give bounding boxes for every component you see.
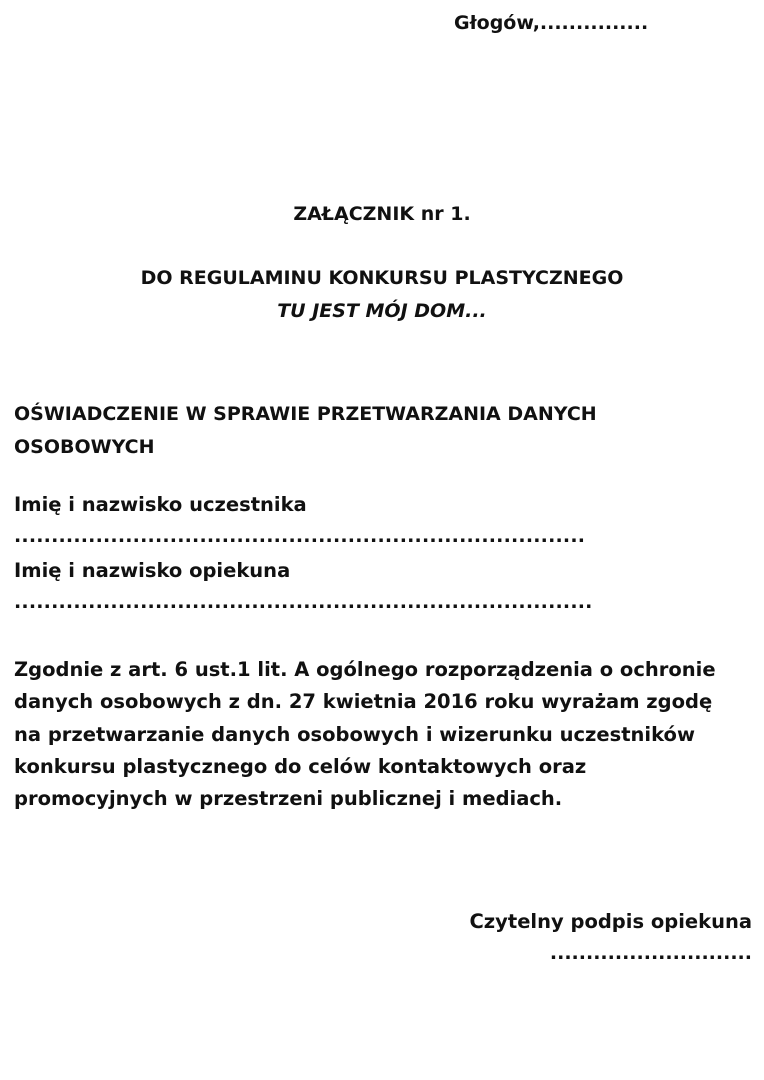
signature-line: ............................: [549, 942, 752, 964]
declaration-heading: OŚWIADCZENIE W SPRAWIE PRZETWARZANIA DANYCH OSOBOWYCH: [14, 403, 597, 458]
place-date: Głogów,...............: [454, 12, 649, 34]
participant-name-label: Imię i nazwisko uczestnika: [14, 493, 307, 516]
consent-line: promocyjnych w przestrzeni publicznej i mediach.: [14, 787, 563, 811]
contest-name: TU JEST MÓJ DOM...: [277, 300, 487, 322]
consent-line: na przetwarzanie danych osobowych i wizerunku uczestników: [14, 722, 695, 746]
consent-line: Zgodnie z art. 6 ust.1 lit. A ogólnego rozporządzenia o ochronie: [14, 658, 716, 681]
regulation-title: DO REGULAMINU KONKURSU PLASTYCZNEGO: [140, 267, 624, 289]
signature-label: Czytelny podpis opiekuna: [469, 910, 752, 933]
attachment-title: ZAŁĄCZNIK nr 1.: [293, 203, 471, 225]
consent-line: danych osobowych z dn. 27 kwietnia 2016 roku wyrażam zgodę: [14, 690, 713, 714]
consent-line: konkursu plastycznego do celów kontaktowych oraz: [14, 754, 587, 778]
guardian-name-line: ..............................................................................: [14, 591, 593, 613]
participant-name-line: .............................................................................: [14, 525, 586, 547]
consent-paragraph: [14, 654, 759, 815]
guardian-name-label: Imię i nazwisko opiekuna: [14, 559, 291, 582]
